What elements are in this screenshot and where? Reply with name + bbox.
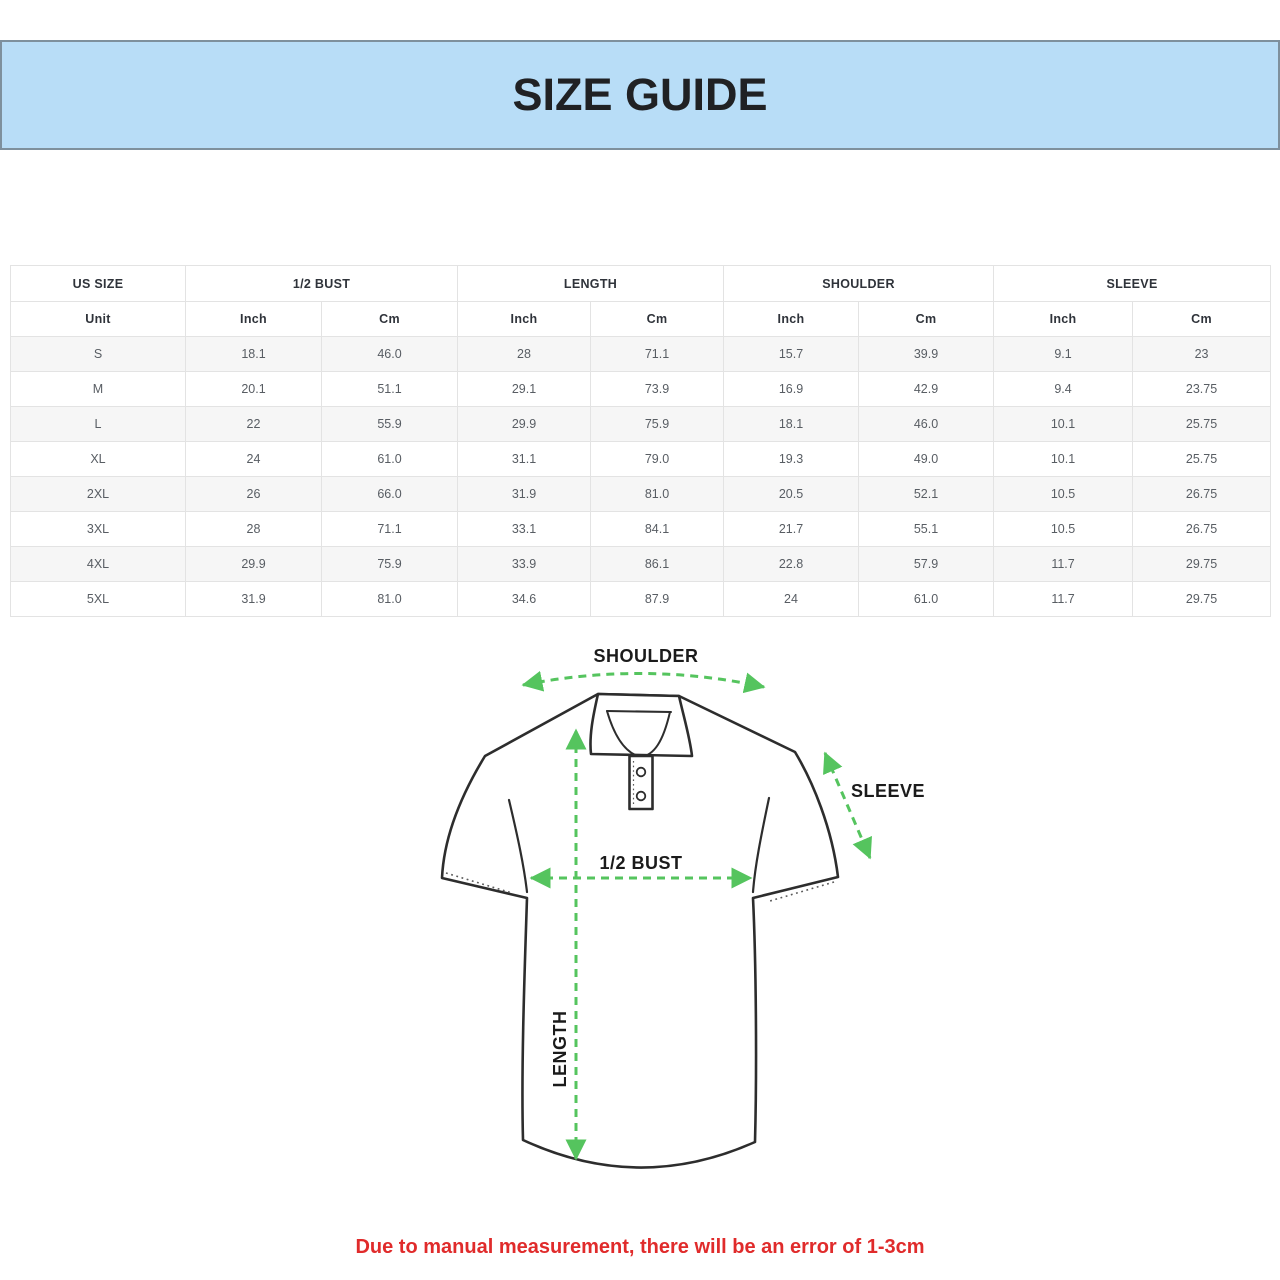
size-cell: 10.1 [994, 407, 1133, 442]
size-cell: 26.75 [1133, 477, 1271, 512]
size-cell: 49.0 [859, 442, 994, 477]
collar [590, 694, 692, 756]
size-cell: 51.1 [322, 372, 458, 407]
size-cell: M [11, 372, 186, 407]
size-cell: 31.9 [458, 477, 591, 512]
button-bottom [637, 792, 646, 801]
unit-header-cell: Cm [591, 302, 724, 337]
size-cell: 61.0 [322, 442, 458, 477]
measurement-note: Due to manual measurement, there will be an error of 1-3cm [355, 1236, 925, 1258]
size-cell: 81.0 [322, 582, 458, 617]
size-cell: 71.1 [591, 337, 724, 372]
sleeve-label: SLEEVE [850, 781, 926, 801]
size-cell: 75.9 [591, 407, 724, 442]
size-cell: 55.9 [322, 407, 458, 442]
unit-header-cell: Cm [322, 302, 458, 337]
size-cell: 39.9 [859, 337, 994, 372]
column-group-header: SHOULDER [724, 266, 994, 302]
size-cell: 73.9 [591, 372, 724, 407]
size-cell: 57.9 [859, 547, 994, 582]
size-cell: 25.75 [1133, 442, 1271, 477]
unit-header-cell: Inch [458, 302, 591, 337]
unit-header-cell: Inch [724, 302, 859, 337]
size-cell: 10.1 [994, 442, 1133, 477]
size-table-unit-row [11, 302, 1271, 337]
size-row-S [11, 337, 1271, 372]
size-row-L [11, 407, 1271, 442]
size-cell: 42.9 [859, 372, 994, 407]
size-cell: 22.8 [724, 547, 859, 582]
button-top [637, 768, 646, 777]
size-cell: 9.4 [994, 372, 1133, 407]
size-row-3XL [11, 512, 1271, 547]
size-cell: 29.9 [458, 407, 591, 442]
shoulder-label: SHOULDER [593, 646, 699, 666]
size-cell: 23 [1133, 337, 1271, 372]
size-cell: S [11, 337, 186, 372]
size-cell: 20.1 [186, 372, 322, 407]
size-cell: 20.5 [724, 477, 859, 512]
size-cell: 86.1 [591, 547, 724, 582]
size-row-4XL [11, 547, 1271, 582]
size-cell: 81.0 [591, 477, 724, 512]
size-cell: 3XL [11, 512, 186, 547]
size-cell: 84.1 [591, 512, 724, 547]
size-cell: 28 [186, 512, 322, 547]
size-cell: 33.9 [458, 547, 591, 582]
size-cell: 28 [458, 337, 591, 372]
size-cell: 61.0 [859, 582, 994, 617]
size-cell: 34.6 [458, 582, 591, 617]
size-cell: 29.75 [1133, 582, 1271, 617]
length-label: LENGTH [550, 1010, 570, 1088]
unit-header-cell: Inch [994, 302, 1133, 337]
unit-header-cell: Cm [1133, 302, 1271, 337]
unit-header-cell: Cm [859, 302, 994, 337]
size-cell: 21.7 [724, 512, 859, 547]
size-cell: 18.1 [724, 407, 859, 442]
size-cell: 24 [186, 442, 322, 477]
size-cell: 2XL [11, 477, 186, 512]
size-cell: XL [11, 442, 186, 477]
column-group-header: SLEEVE [994, 266, 1271, 302]
size-cell: 29.1 [458, 372, 591, 407]
size-cell: 10.5 [994, 512, 1133, 547]
size-row-XL [11, 442, 1271, 477]
size-cell: 55.1 [859, 512, 994, 547]
size-table-group-header-row [11, 266, 1271, 302]
size-cell: 11.7 [994, 547, 1133, 582]
size-cell: 75.9 [322, 547, 458, 582]
size-cell: 71.1 [322, 512, 458, 547]
size-cell: 87.9 [591, 582, 724, 617]
polo-shirt-drawing [430, 630, 930, 1200]
size-cell: 24 [724, 582, 859, 617]
polo-measurement-diagram [430, 630, 930, 1200]
column-group-header: 1/2 BUST [186, 266, 458, 302]
size-cell: L [11, 407, 186, 442]
half-bust-label: 1/2 BUST [599, 853, 683, 873]
size-cell: 46.0 [322, 337, 458, 372]
size-table-body [11, 337, 1271, 617]
size-cell: 9.1 [994, 337, 1133, 372]
size-cell: 16.9 [724, 372, 859, 407]
size-cell: 26.75 [1133, 512, 1271, 547]
size-cell: 46.0 [859, 407, 994, 442]
size-cell: 29.75 [1133, 547, 1271, 582]
size-cell: 31.9 [186, 582, 322, 617]
size-row-5XL [11, 582, 1271, 617]
unit-header-cell: Unit [11, 302, 186, 337]
size-cell: 18.1 [186, 337, 322, 372]
unit-header-cell: Inch [186, 302, 322, 337]
size-table [10, 265, 1271, 617]
size-row-M [11, 372, 1271, 407]
size-cell: 4XL [11, 547, 186, 582]
size-cell: 66.0 [322, 477, 458, 512]
size-cell: 5XL [11, 582, 186, 617]
size-cell: 22 [186, 407, 322, 442]
size-cell: 15.7 [724, 337, 859, 372]
size-cell: 29.9 [186, 547, 322, 582]
size-row-2XL [11, 477, 1271, 512]
collar-band-line [607, 711, 671, 712]
size-cell: 10.5 [994, 477, 1133, 512]
column-group-header: US SIZE [11, 266, 186, 302]
shoulder-measure-arrow [523, 673, 764, 687]
size-cell: 79.0 [591, 442, 724, 477]
size-cell: 26 [186, 477, 322, 512]
size-guide-banner [0, 40, 1280, 150]
size-cell: 52.1 [859, 477, 994, 512]
size-cell: 23.75 [1133, 372, 1271, 407]
size-cell: 31.1 [458, 442, 591, 477]
size-cell: 33.1 [458, 512, 591, 547]
page-title: SIZE GUIDE [512, 69, 768, 120]
size-cell: 19.3 [724, 442, 859, 477]
size-cell: 11.7 [994, 582, 1133, 617]
column-group-header: LENGTH [458, 266, 724, 302]
size-cell: 25.75 [1133, 407, 1271, 442]
